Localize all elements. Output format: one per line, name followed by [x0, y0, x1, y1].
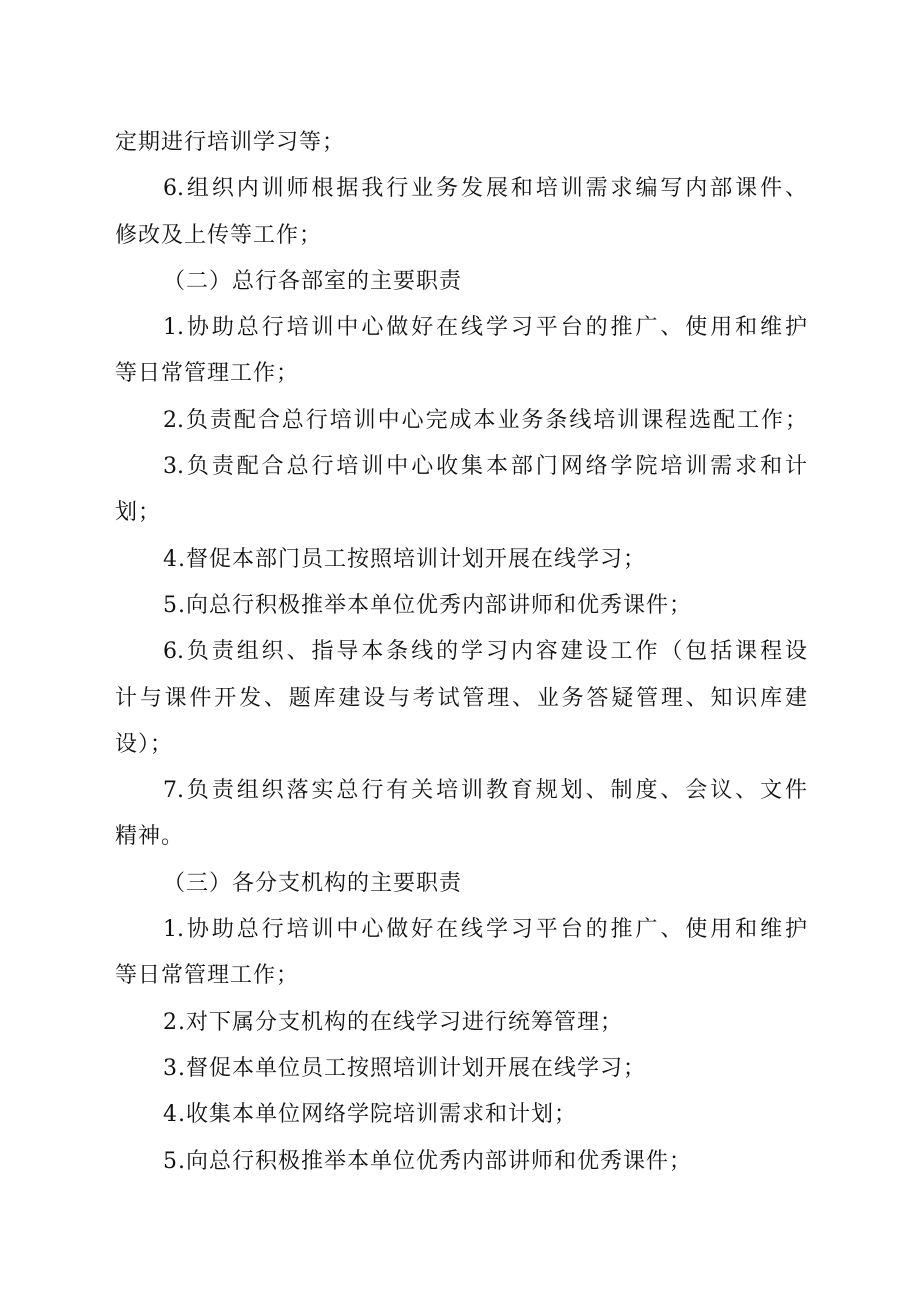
paragraph-line: 2.对下属分支机构的在线学习进行统筹管理；: [163, 1009, 623, 1035]
paragraph: [115, 583, 807, 629]
document-body: [115, 120, 807, 1185]
paragraph-line: 修改及上传等工作；: [115, 222, 323, 248]
paragraph: [115, 305, 807, 398]
paragraph-line: 划；: [115, 500, 162, 526]
paragraph-line: 6.负责组织、指导本条线的学习内容建设工作（包括课程设: [163, 639, 807, 665]
paragraph: [115, 1046, 807, 1092]
paragraph: [115, 768, 807, 861]
paragraph-line: 精神。: [115, 824, 185, 850]
paragraph-line: 3.负责配合总行培训中心收集本部门网络学院培训需求和计: [163, 454, 807, 480]
paragraph: [115, 1000, 807, 1046]
paragraph: [115, 1139, 807, 1185]
paragraph-line: 5.向总行积极推举本单位优秀内部讲师和优秀课件；: [163, 1148, 692, 1174]
paragraph-line: 2.负责配合总行培训中心完成本业务条线培训课程选配工作；: [163, 407, 807, 433]
paragraph-line: 7.负责组织落实总行有关培训教育规划、制度、会议、文件: [163, 778, 807, 804]
paragraph: [115, 166, 807, 259]
paragraph-line: 1.协助总行培训中心做好在线学习平台的推广、使用和维护: [163, 315, 807, 341]
paragraph: [115, 398, 807, 444]
section-heading-text: （二）总行各部室的主要职责: [163, 268, 463, 294]
paragraph: [115, 120, 807, 166]
paragraph-line: 定期进行培训学习等；: [115, 130, 346, 155]
paragraph-line: 等日常管理工作；: [115, 361, 300, 387]
paragraph: [115, 1092, 807, 1138]
paragraph: [115, 444, 807, 537]
paragraph: [115, 907, 807, 1000]
paragraph-line: 5.向总行积极推举本单位优秀内部讲师和优秀课件；: [163, 592, 692, 618]
section-heading: [115, 861, 807, 907]
section-heading: [115, 259, 807, 305]
paragraph-line: 4.督促本部门员工按照培训计划开展在线学习；: [163, 546, 646, 572]
paragraph-line: 1.协助总行培训中心做好在线学习平台的推广、使用和维护: [163, 917, 807, 943]
paragraph-line: 等日常管理工作；: [115, 963, 300, 989]
paragraph: [115, 629, 807, 768]
section-heading-text: （三）各分支机构的主要职责: [163, 870, 463, 896]
paragraph-line: 3.督促本单位员工按照培训计划开展在线学习；: [163, 1055, 646, 1081]
paragraph-line: 计与课件开发、题库建设与考试管理、业务答疑管理、知识库建: [115, 685, 807, 711]
paragraph-line: 设）；: [115, 731, 174, 757]
paragraph: [115, 537, 807, 583]
paragraph-line: 4.收集本单位网络学院培训需求和计划；: [163, 1102, 577, 1128]
paragraph-line: 6.组织内训师根据我行业务发展和培训需求编写内部课件、: [163, 176, 807, 202]
